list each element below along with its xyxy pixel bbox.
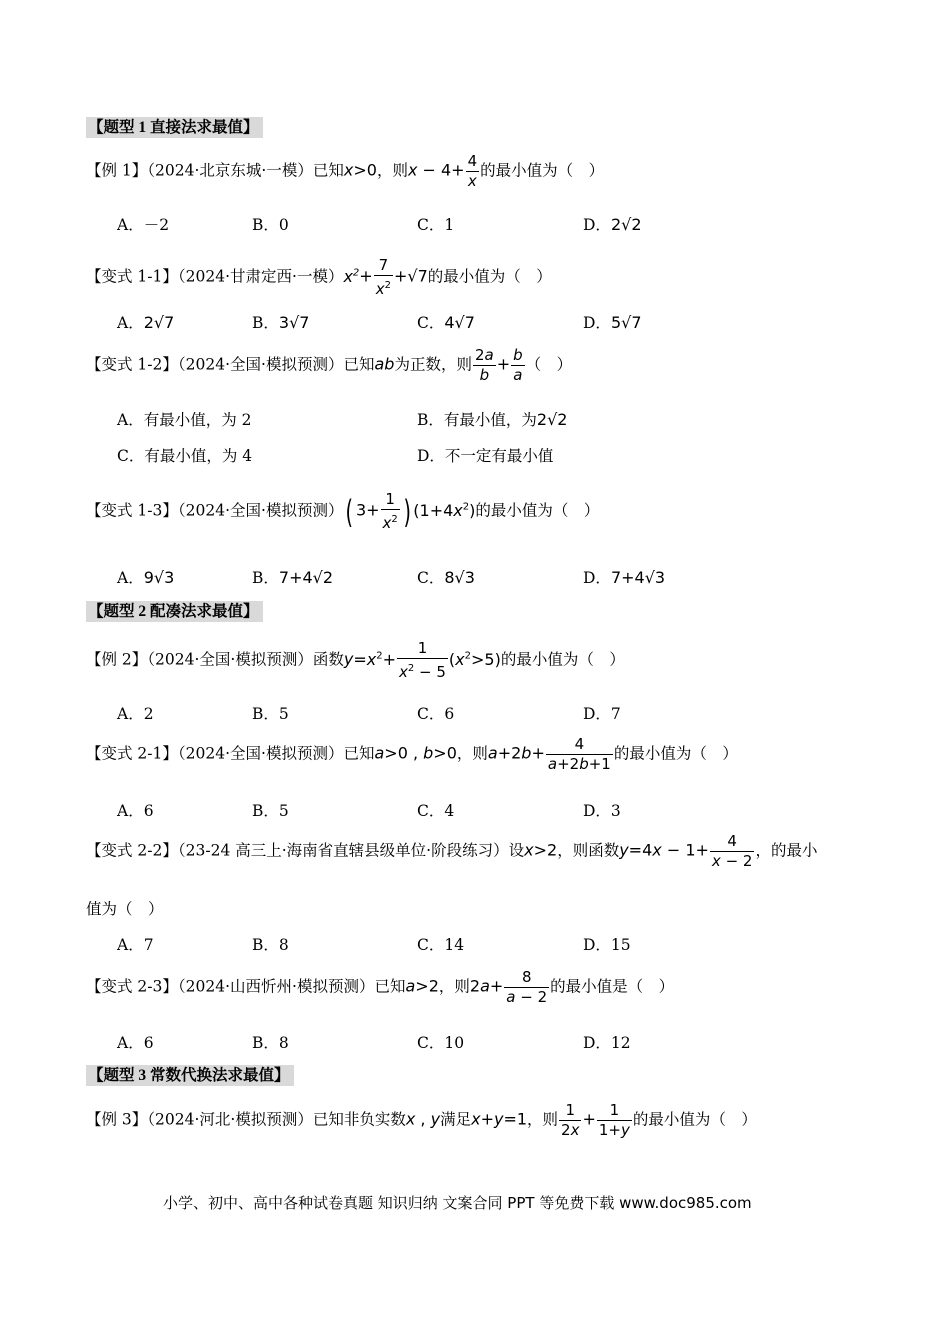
- question-source: （2024·全国·模拟预测）: [147, 650, 313, 669]
- question-text: 的最小值是（ ）: [550, 977, 675, 996]
- math-expr: (: [345, 492, 354, 531]
- math-expr: 5√7: [610, 313, 642, 332]
- option-d: D．3: [583, 802, 621, 820]
- question-6: [86, 735, 738, 774]
- question-text: ，的最小: [755, 841, 818, 860]
- math-expr: x: [407, 160, 418, 180]
- math-expr: ): [403, 492, 411, 531]
- question-text: 已知: [374, 977, 406, 996]
- option-a: A．6: [117, 802, 154, 820]
- question-text: 已知: [343, 744, 375, 763]
- question-7-continued: 值为（ ）: [86, 900, 164, 918]
- question-source: （2024·全国·模拟预测）: [177, 744, 344, 763]
- math-expr: 3+: [355, 500, 380, 520]
- question-tag: 【变式 2-3】: [86, 977, 178, 996]
- question-9: [86, 1101, 757, 1140]
- math-expr: a>0 , b>0: [374, 743, 457, 763]
- fraction: $\frac{1}{1+y}$: [598, 1101, 630, 1139]
- math-expr: 7+4√2: [278, 568, 334, 587]
- option-d: [583, 566, 665, 588]
- option-label: C．: [417, 314, 445, 332]
- math-expr: +√7: [393, 266, 428, 286]
- option-label: C．: [417, 569, 445, 587]
- question-text: 已知: [343, 355, 375, 374]
- page-footer: 小学、初中、高中各种试卷真题 知识归纳 文案合同 PPT 等免费下载 www.doc985.com: [163, 1194, 752, 1212]
- option-c: C．有最小值，为 4: [117, 447, 253, 465]
- question-4: [86, 490, 599, 533]
- math-expr: 9√3: [143, 568, 175, 587]
- option-a: [117, 311, 174, 333]
- option-a: [117, 566, 174, 588]
- math-expr: 2√2: [610, 215, 642, 234]
- question-tag: 【变式 1-1】: [86, 267, 178, 286]
- option-a: A．有最小值，为 2: [117, 411, 252, 429]
- option-c: [417, 566, 475, 588]
- option-label: B．有最小值，为: [417, 411, 537, 429]
- math-expr: $(x^2>5)$: [448, 649, 501, 669]
- question-source: （23-24 高三上·海南省直辖县级单位·阶段练习）: [177, 841, 509, 860]
- math-expr: 8√3: [444, 568, 475, 587]
- question-text: 的最小值为（ ）: [475, 501, 600, 520]
- section-heading-2: 【题型 2 配凑法求最值】: [86, 601, 263, 622]
- question-text: （ ）: [525, 355, 573, 374]
- question-text: 的最小值为（ ）: [427, 267, 552, 286]
- option-b: B．5: [252, 705, 289, 723]
- math-expr: x>2: [524, 840, 558, 860]
- math-expr: +: [582, 1109, 596, 1129]
- question-text: ，则: [438, 977, 470, 996]
- question-text: ，则: [456, 744, 488, 763]
- math-expr: 3√7: [278, 313, 310, 332]
- option-d: D．不一定有最小值: [417, 447, 554, 465]
- math-expr: y: [343, 649, 354, 669]
- option-b: [417, 408, 567, 430]
- question-source: （2024·北京东城·一模）: [147, 161, 313, 180]
- question-source: （2024·全国·模拟预测）: [177, 355, 344, 374]
- option-c: C．14: [417, 936, 465, 954]
- math-expr: 2a+: [469, 976, 504, 996]
- option-b: [252, 566, 333, 588]
- option-c: C．1: [417, 216, 455, 234]
- math-expr: x+y=1: [471, 1109, 528, 1129]
- math-expr: x: [343, 160, 354, 180]
- question-tag: 【例 2】: [86, 650, 148, 669]
- question-tag: 【变式 2-1】: [86, 744, 178, 763]
- section-heading-1: 【题型 1 直接法求最值】: [86, 117, 263, 138]
- fraction: $\frac{1}{x^2 - 5}$: [399, 639, 446, 681]
- math-expr: +: [359, 266, 373, 286]
- option-b: B．5: [252, 802, 289, 820]
- option-b: B．0: [252, 216, 289, 234]
- math-expr: 2√2: [536, 410, 568, 429]
- question-text: 满足: [440, 1110, 472, 1129]
- option-label: D．: [583, 216, 611, 234]
- option-label: A．: [117, 569, 144, 587]
- question-7: [86, 832, 817, 871]
- option-d: [583, 311, 642, 333]
- option-a: A．7: [117, 936, 154, 954]
- question-source: （2024·甘肃定西·一模）: [177, 267, 344, 286]
- fraction: $\frac{4}{a+2b+1}$: [547, 735, 611, 773]
- math-expr: 2√7: [143, 313, 175, 332]
- option-a: A．6: [117, 1034, 154, 1052]
- question-text: 的最小值为（ ）: [500, 650, 625, 669]
- question-text: 的最小值为（ ）: [632, 1110, 757, 1129]
- question-8: [86, 968, 674, 1007]
- math-expr: $=x^2+$: [353, 649, 396, 669]
- math-expr: y=4x − 1+: [619, 840, 709, 860]
- math-expr: − 4+: [417, 160, 465, 180]
- option-b: B．8: [252, 936, 289, 954]
- option-d: [583, 213, 642, 235]
- option-a: A．2: [117, 705, 154, 723]
- math-expr: 4√7: [444, 313, 475, 332]
- question-3: [86, 346, 572, 385]
- fraction: $\frac{4}{x - 2}$: [711, 832, 753, 870]
- fraction: $\frac{1}{2x}$: [561, 1101, 580, 1139]
- option-c: C．10: [417, 1034, 465, 1052]
- math-expr: x , y: [405, 1109, 441, 1129]
- option-c: [417, 311, 475, 333]
- question-text: 设: [508, 841, 525, 860]
- option-d: D．7: [583, 705, 621, 723]
- fraction: $\frac{7}{x^2}$: [375, 256, 391, 298]
- option-label: B．: [252, 569, 279, 587]
- question-1: [86, 152, 604, 191]
- option-c: C．4: [417, 802, 455, 820]
- question-source: （2024·山西忻州·模拟预测）: [177, 977, 375, 996]
- question-tag: 【例 1】: [86, 161, 148, 180]
- math-expr: +: [496, 354, 511, 374]
- question-tag: 【例 3】: [86, 1110, 148, 1129]
- math-expr: $x^2$: [343, 266, 360, 286]
- math-expr: 7+4√3: [610, 568, 666, 587]
- option-b: B．8: [252, 1034, 289, 1052]
- question-tag: 【变式 2-2】: [86, 841, 178, 860]
- math-expr: a>2: [405, 976, 439, 996]
- math-expr: $(1+4x^2)$: [413, 500, 476, 520]
- question-2: [86, 256, 552, 299]
- option-b: [252, 311, 309, 333]
- question-text: 函数: [312, 650, 344, 669]
- option-d: D．12: [583, 1034, 631, 1052]
- question-tag: 【变式 1-2】: [86, 355, 178, 374]
- question-5: [86, 639, 625, 682]
- option-label: D．: [583, 569, 611, 587]
- option-d: D．15: [583, 936, 631, 954]
- fraction: $\frac{2a}{b}$: [474, 346, 494, 384]
- fraction: $\frac{1}{x^2}$: [382, 490, 398, 532]
- option-c: C．6: [417, 705, 455, 723]
- math-expr: ab: [374, 354, 395, 374]
- question-text: ，则: [376, 161, 408, 180]
- option-label: D．: [583, 314, 611, 332]
- question-text: 已知非负实数: [312, 1110, 406, 1129]
- fraction: $\frac{8}{a - 2}$: [506, 968, 548, 1006]
- question-text: ，则函数: [557, 841, 620, 860]
- question-source: （2024·河北·模拟预测）: [147, 1110, 313, 1129]
- question-tag: 【变式 1-3】: [86, 501, 178, 520]
- question-text: ，则: [527, 1110, 559, 1129]
- option-a: A．－2: [117, 216, 170, 234]
- question-text: 的最小值为（ ）: [613, 744, 738, 763]
- math-expr: a+2b+: [487, 743, 545, 763]
- fraction: $\frac{4}{x}$: [467, 152, 478, 190]
- option-label: A．: [117, 314, 144, 332]
- question-source: （2024·全国·模拟预测）: [177, 501, 344, 520]
- math-expr: >0: [353, 160, 377, 180]
- question-text: 的最小值为（ ）: [480, 161, 605, 180]
- question-text: 已知: [312, 161, 344, 180]
- question-text: 为正数，则: [394, 355, 472, 374]
- option-label: B．: [252, 314, 279, 332]
- section-heading-3: 【题型 3 常数代换法求最值】: [86, 1065, 294, 1086]
- fraction: $\frac{b}{a}$: [513, 346, 523, 384]
